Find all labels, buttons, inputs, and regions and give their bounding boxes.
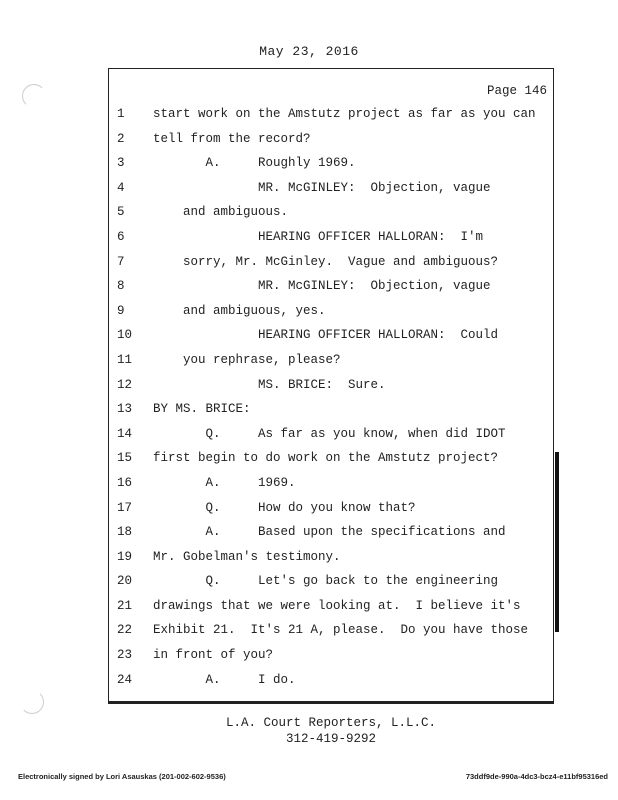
electronic-signature-note: Electronically signed by Lori Asauskas (201-002-602-9536) bbox=[18, 772, 226, 781]
line-number: 19 bbox=[117, 549, 133, 564]
line-number: 12 bbox=[117, 377, 133, 392]
line-text: Q. Let's go back to the engineering bbox=[153, 574, 499, 589]
transcript-line bbox=[110, 426, 550, 451]
line-number: 1 bbox=[117, 107, 125, 121]
line-number: 4 bbox=[117, 180, 125, 195]
line-number: 14 bbox=[117, 426, 133, 441]
transcript-line bbox=[110, 352, 550, 377]
line-number: 18 bbox=[117, 525, 133, 540]
transcript-line bbox=[110, 524, 550, 549]
line-text: MR. McGINLEY: Objection, vague bbox=[153, 180, 491, 195]
line-text: tell from the record? bbox=[153, 131, 311, 146]
transcript-line bbox=[110, 303, 550, 328]
page-number: Page 146 bbox=[486, 84, 547, 98]
line-number: 2 bbox=[117, 131, 125, 146]
line-text: first begin to do work on the Amstutz project? bbox=[153, 451, 499, 466]
transcript-lines bbox=[110, 106, 550, 696]
line-text: A. Based upon the specifications and bbox=[153, 525, 506, 540]
transcript-date: May 23, 2016 bbox=[259, 44, 359, 59]
transcript-line bbox=[110, 106, 550, 131]
line-number: 23 bbox=[117, 648, 133, 663]
line-text: Q. As far as you know, when did IDOT bbox=[153, 426, 506, 441]
line-text: sorry, Mr. McGinley. Vague and ambiguous? bbox=[153, 254, 499, 269]
line-number: 6 bbox=[117, 229, 125, 244]
line-text: Q. How do you know that? bbox=[153, 500, 416, 515]
transcript-line bbox=[110, 278, 550, 303]
line-number: 16 bbox=[117, 475, 133, 490]
line-text: you rephrase, please? bbox=[153, 352, 341, 367]
court-reporter-phone: 312-419-9292 bbox=[285, 732, 376, 746]
line-text: Mr. Gobelman's testimony. bbox=[153, 549, 341, 564]
transcript-line bbox=[110, 155, 550, 180]
line-text: HEARING OFFICER HALLORAN: Could bbox=[153, 328, 499, 343]
line-text: A. Roughly 1969. bbox=[153, 156, 356, 171]
line-text: and ambiguous. bbox=[153, 205, 289, 220]
line-text: HEARING OFFICER HALLORAN: I'm bbox=[153, 229, 484, 244]
transcript-line bbox=[110, 622, 550, 647]
transcript-line bbox=[110, 672, 550, 697]
margin-bar bbox=[555, 452, 559, 632]
transcript-line bbox=[110, 573, 550, 598]
line-number: 10 bbox=[117, 328, 133, 343]
line-number: 17 bbox=[117, 500, 133, 515]
transcript-line bbox=[110, 377, 550, 402]
transcript-line bbox=[110, 229, 550, 254]
transcript-line bbox=[110, 647, 550, 672]
transcript-line bbox=[110, 327, 550, 352]
line-number: 8 bbox=[117, 279, 125, 294]
line-number: 7 bbox=[117, 254, 125, 269]
transcript-line bbox=[110, 549, 550, 574]
line-text: and ambiguous, yes. bbox=[153, 303, 326, 318]
line-text: start work on the Amstutz project as far as you can bbox=[153, 107, 536, 121]
line-number: 15 bbox=[117, 451, 133, 466]
line-number: 24 bbox=[117, 672, 133, 687]
line-text: A. I do. bbox=[153, 672, 296, 687]
court-reporter-company: L.A. Court Reporters, L.L.C. bbox=[225, 716, 437, 730]
line-number: 5 bbox=[117, 205, 125, 220]
transcript-line bbox=[110, 131, 550, 156]
line-text: A. 1969. bbox=[153, 475, 296, 490]
line-text: drawings that we were looking at. I believe it's bbox=[153, 598, 521, 613]
hole-punch-mark-bottom bbox=[20, 690, 44, 714]
line-text: BY MS. BRICE: bbox=[153, 402, 251, 417]
line-number: 13 bbox=[117, 402, 133, 417]
transcript-line bbox=[110, 500, 550, 525]
line-text: in front of you? bbox=[153, 648, 274, 663]
transcript-line bbox=[110, 401, 550, 426]
line-text: MS. BRICE: Sure. bbox=[153, 377, 386, 392]
transcript-line bbox=[110, 180, 550, 205]
document-hash: 73ddf9de-990a-4dc3-bcz4-e11bf95316ed bbox=[465, 772, 608, 781]
line-number: 20 bbox=[117, 574, 133, 589]
transcript-line bbox=[110, 254, 550, 279]
hole-punch-mark-top bbox=[22, 84, 46, 108]
line-text: Exhibit 21. It's 21 A, please. Do you have those bbox=[153, 623, 529, 638]
line-number: 3 bbox=[117, 156, 125, 171]
line-text: MR. McGINLEY: Objection, vague bbox=[153, 279, 491, 294]
line-number: 21 bbox=[117, 598, 133, 613]
transcript-line bbox=[110, 450, 550, 475]
line-number: 22 bbox=[117, 623, 133, 638]
line-number: 9 bbox=[117, 303, 125, 318]
transcript-line bbox=[110, 204, 550, 229]
transcript-line bbox=[110, 475, 550, 500]
line-number: 11 bbox=[117, 352, 133, 367]
transcript-line bbox=[110, 598, 550, 623]
